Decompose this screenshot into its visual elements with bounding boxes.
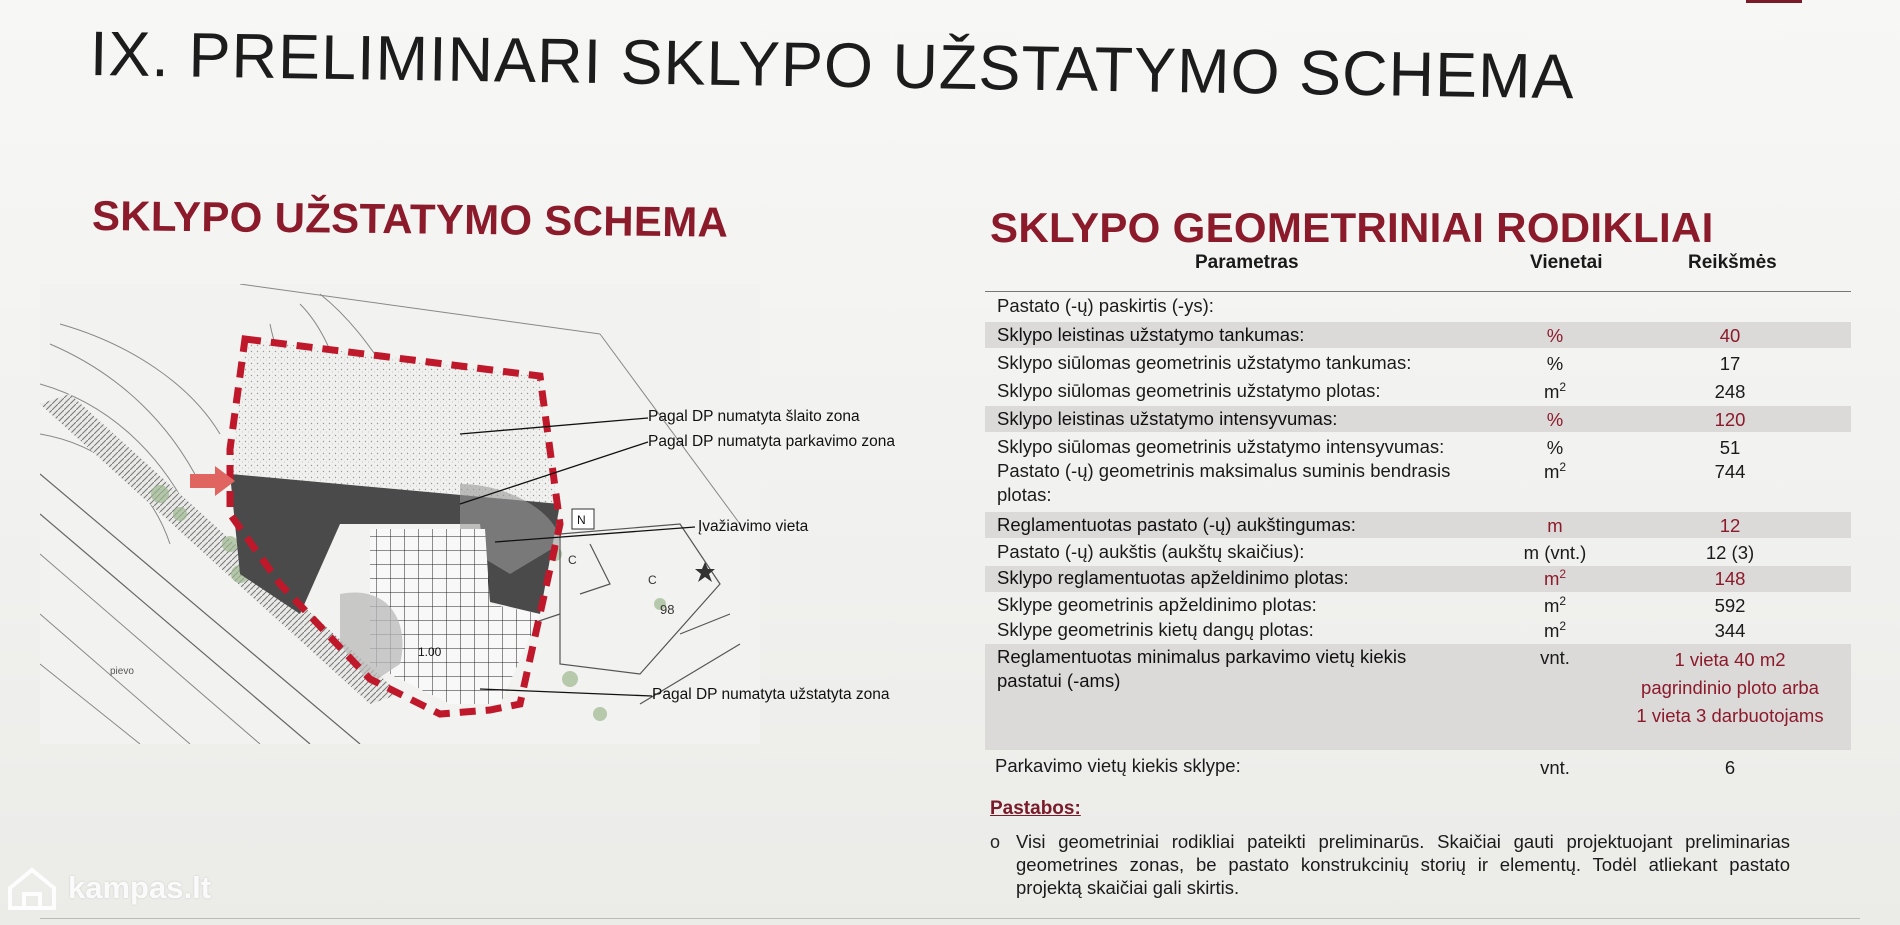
row-param: Sklype geometrinis kietų dangų plotas: [997, 619, 1314, 640]
row-param: Sklypo reglamentuotas apželdinimo plotas: [997, 567, 1349, 588]
row-value: 248 [1714, 381, 1746, 402]
note-bullet: o [990, 832, 1001, 852]
table-row [985, 540, 1851, 566]
row-param: Parkavimo vietų kiekis sklype: [995, 755, 1241, 776]
row-param: Sklypo siūlomas geometrinis užstatymo plotas: [997, 380, 1381, 401]
row-param: Sklypo siūlomas geometrinis užstatymo intensyvumas: [997, 436, 1445, 457]
row-unit: vnt. [1540, 647, 1570, 668]
map-mark-c1: C [568, 553, 577, 567]
row-param: Sklypo leistinas užstatymo tankumas: [997, 324, 1305, 345]
page-title: IX. PRELIMINARI SKLYPO UŽSTATYMO SCHEMA [89, 19, 1576, 113]
watermark-text: kampas.lt [68, 870, 212, 905]
watermark [6, 866, 211, 910]
row-unit: % [1546, 325, 1564, 346]
map-mark-98: 98 [660, 602, 675, 617]
map-mark-c2: C [648, 573, 657, 587]
row-param: Sklypo leistinas užstatymo intensyvumas: [997, 408, 1338, 429]
row-value: 148 [1714, 568, 1746, 589]
site-plan-drawing [40, 284, 760, 744]
header-param: Parametras [1195, 252, 1299, 273]
table-row [985, 294, 1851, 320]
row-value: 120 [1714, 409, 1746, 430]
map-mark-n: N [577, 513, 586, 527]
row-param: Pastato (-ų) paskirtis (-ys): [997, 295, 1214, 316]
table-row [985, 566, 1851, 592]
row-unit: % [1546, 437, 1564, 458]
label-built-zone: Pagal DP numatyta užstatyta zona [652, 686, 890, 703]
map-mark-dim: 1.00 [418, 645, 442, 659]
row-value: 51 [1719, 437, 1741, 458]
bottom-rule [40, 918, 1860, 919]
table-row [985, 512, 1851, 538]
plan-section-title: SKLYPO UŽSTATYMO SCHEMA [91, 192, 729, 246]
row-param: Reglamentuotas pastato (-ų) aukštingumas: [997, 514, 1356, 535]
row-value: 744 [1714, 461, 1746, 482]
row-unit: $m^2$ [1543, 459, 1567, 482]
header-unit: Vienetai [1530, 252, 1603, 273]
header-rule [985, 291, 1851, 292]
row-param: Sklypo siūlomas geometrinis užstatymo tankumas: [997, 352, 1412, 373]
table-row [985, 458, 1851, 508]
row-value: 17 [1719, 353, 1741, 374]
header-value: Reikšmės [1688, 252, 1777, 273]
note-text: Visi geometriniai rodikliai pateikti preliminarūs. Skaičiai gauti projektuojant preliminarias geometrines zonas, be pastato konstrukcinių storių ir elementų. Todėl atliekant pastato projektą skaičiai gali skirtis. [1016, 831, 1790, 898]
top-accent-bar [1746, 0, 1802, 3]
table-row [985, 593, 1851, 619]
table-row [985, 350, 1851, 376]
row-unit: vnt. [1540, 757, 1570, 778]
table-row [985, 434, 1851, 460]
indicators-section-title: SKLYPO GEOMETRINIAI RODIKLIAI [990, 204, 1714, 251]
row-unit: m (vnt.) [1523, 542, 1587, 563]
row-param: Pastato (-ų) geometrinis maksimalus suminis bendrasis plotas: [997, 460, 1451, 505]
label-parking-zone: Pagal DP numatyta parkavimo zona [648, 433, 895, 450]
table-row [985, 322, 1851, 348]
label-slope-zone: Pagal DP numatyta šlaito zona [648, 408, 860, 425]
row-value: 592 [1714, 595, 1746, 616]
row-value: 12 (3) [1705, 542, 1755, 563]
row-unit: % [1546, 353, 1564, 374]
row-unit: $m^2$ [1543, 593, 1567, 616]
map-mark-pievo: pievo [110, 666, 134, 677]
label-entrance: Įvažiavimo vieta [698, 518, 809, 535]
row-value: 344 [1714, 620, 1746, 641]
site-plan [40, 284, 895, 744]
notes-title: Pastabos: [990, 798, 1081, 819]
row-param: Pastato (-ų) aukštis (aukštų skaičius): [997, 541, 1305, 562]
table-row [985, 618, 1851, 644]
row-value: 40 [1719, 325, 1741, 346]
row-param: Reglamentuotas minimalus parkavimo vietų kiekis pastatui (-ams) [997, 646, 1407, 691]
watermark-logo-icon [6, 866, 58, 910]
row-unit: % [1546, 409, 1564, 430]
row-param: Sklype geometrinis apželdinimo plotas: [997, 594, 1317, 615]
row-unit: m [1547, 515, 1563, 536]
row-value: 6 [1724, 757, 1736, 778]
row-unit: $m^2$ [1543, 566, 1567, 589]
row-unit: $m^2$ [1543, 379, 1567, 402]
row-value: 1 vieta 40 m2 pagrindinio ploto arba 1 vieta 3 darbuotojams [1636, 649, 1824, 726]
row-unit: $m^2$ [1543, 618, 1567, 641]
table-row [985, 406, 1851, 432]
table-row [985, 644, 1851, 750]
row-value: 12 [1719, 515, 1741, 536]
table-row [985, 378, 1851, 404]
table-row [985, 754, 1851, 780]
